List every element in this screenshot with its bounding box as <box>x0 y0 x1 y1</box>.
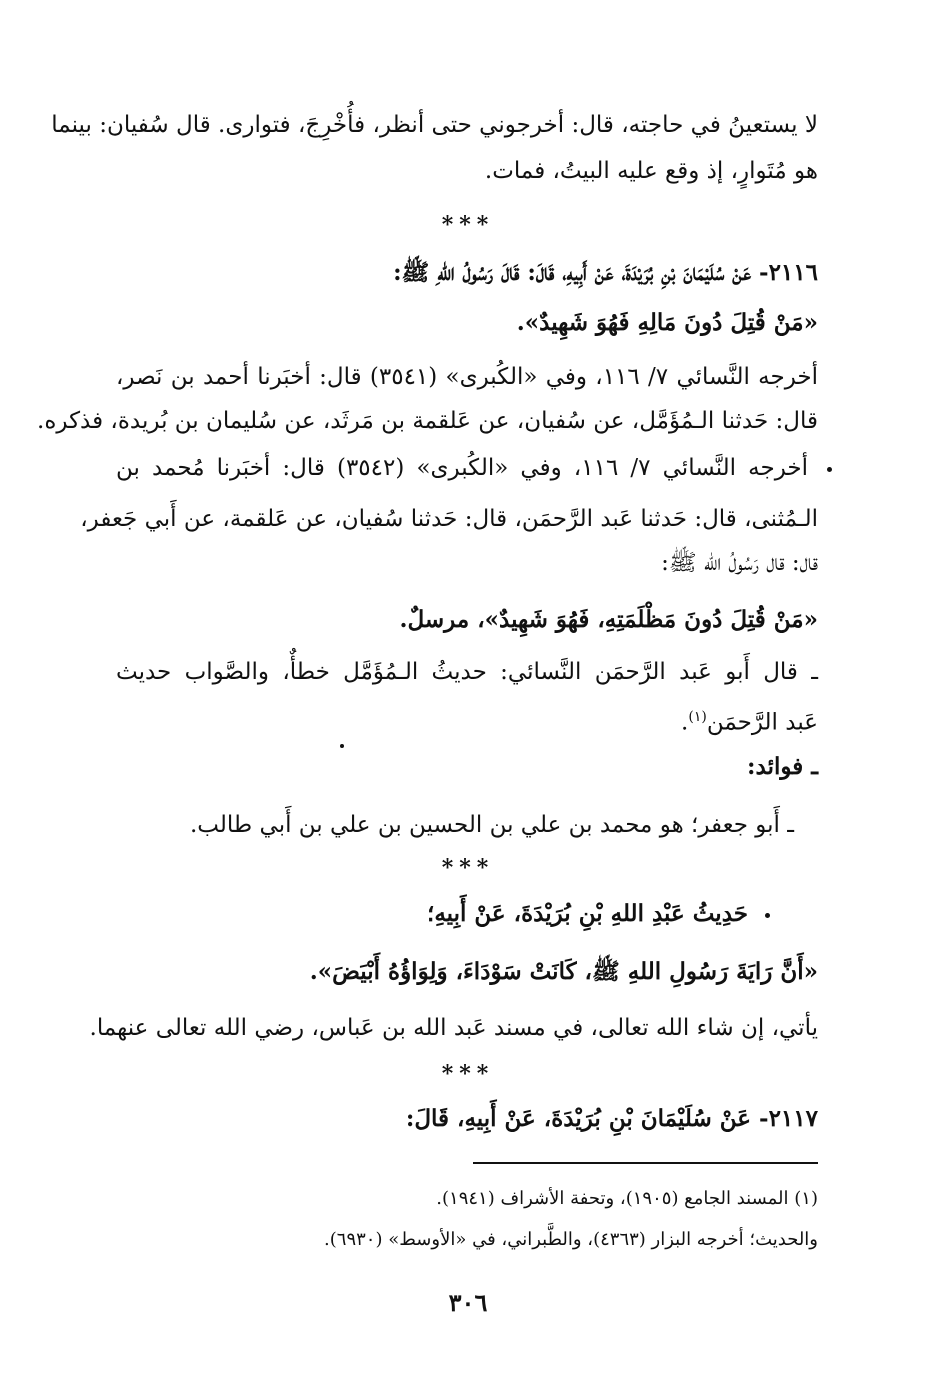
bullet-icon <box>827 467 832 472</box>
footnote-2: والحديث؛ أخرجه البزار (٤٣٦٣)، والطَّبراني، في «الأوسط» (٦٩٣٠). <box>324 1229 818 1250</box>
section-separator: *** <box>441 212 495 238</box>
nasai-comment-line-2: عَبد الرَّحمَن$^{(١)}$. <box>681 709 818 736</box>
footnote-1: (١) المسند الجامع (١٩٠٥)، وتحفة الأشراف (١٩٤١). <box>436 1188 818 1209</box>
hadith-2116-line-1: ٢١١٦- عَنْ سُلَيْمَانَ بْنِ بُرَيْدَةَ، عَنْ أَبِيهِ، قَالَ: قَالَ رَسُولُ اللهِ ﷺ: <box>393 259 818 286</box>
hadith-2116-line-2: «مَنْ قُتِلَ دُونَ مَالِهِ فَهُوَ شَهِيدٌ». <box>516 309 818 336</box>
benefits-heading: ـ فوائد: <box>747 753 818 780</box>
section-separator: *** <box>441 1061 495 1087</box>
page-number: ٣٠٦ <box>448 1288 488 1317</box>
section-separator: *** <box>441 855 495 881</box>
takhrij-2-line-4: «مَنْ قُتِلَ دُونَ مَظْلَمَتِهِ، فَهُوَ شَهِيدٌ»، مرسلٌ. <box>399 606 818 633</box>
benefit-1: ـ أَبو جعفر؛ هو محمد بن علي بن الحسين بن علي بن أَبي طالب. <box>190 812 794 838</box>
takhrij-2-line-2: الـمُثنى، قال: حَدثنا عَبد الرَّحمَن، قال: حَدثنا سُفيان، عن عَلقمة، عن أَبي جَعفر، <box>80 506 818 532</box>
nasai-comment-text: عَبد الرَّحمَن <box>706 709 818 736</box>
nasai-comment-line-1: ـ قال أَبو عَبد الرَّحمَن النَّسائي: حديثُ الـمُؤَمَّل خطأٌ، والصَّواب حديث <box>116 659 818 685</box>
takhrij-2-line-3: قال: قال رَسُولُ الله ﷺ: <box>661 550 818 576</box>
intro-line-2: هو مُتَوارٍ، إذ وقع عليه البيتُ، فمات. <box>484 158 818 184</box>
hadith-2117-line-1: ٢١١٧- عَنْ سُلَيْمَانَ بْنِ بُرَيْدَةَ، عَنْ أَبِيهِ، قَالَ: <box>405 1105 818 1132</box>
stray-dot <box>340 744 344 748</box>
takhrij-1-line-2: قال: حَدثنا الـمُؤَمَّل، عن سُفيان، عن عَلقمة بن مَرثَد، عن سُليمان بن بُريدة، فذكره. <box>37 408 818 434</box>
footnote-ref: (١) <box>688 709 707 725</box>
hadith-abdullah-line-3: يأتي، إن شاء الله تعالى، في مسند عَبد الله بن عَباس، رضي الله تعالى عنهما. <box>89 1015 818 1041</box>
takhrij-2-line-1: أخرجه النَّسائي ٧/ ١١٦، وفي «الكُبرى» (٣٥٤٢) قال: أخبَرنا مُحمد بن <box>116 455 809 481</box>
takhrij-1-line-1: أخرجه النَّسائي ٧/ ١١٦، وفي «الكُبرى» (٣٥٤١) قال: أخبَرنا أحمد بن نَصر، <box>116 364 819 390</box>
hadith-abdullah-line-1: حَدِيثُ عَبْدِ اللهِ بْنِ بُرَيْدَةَ، عَنْ أَبِيهِ؛ <box>427 900 748 927</box>
footnote-rule <box>473 1162 818 1164</box>
intro-line-1: لا يستعينُ في حاجته، قال: أخرجوني حتى أنظر، فأُخْرِجَ، فتوارى. قال سُفيان: بينما <box>51 112 818 138</box>
bullet-icon <box>765 913 770 918</box>
hadith-abdullah-line-2: «أَنَّ رَايَةَ رَسُولِ اللهِ ﷺ، كَانَتْ سَوْدَاءَ، وَلِوَاؤُهُ أَبْيَضَ». <box>309 958 818 985</box>
